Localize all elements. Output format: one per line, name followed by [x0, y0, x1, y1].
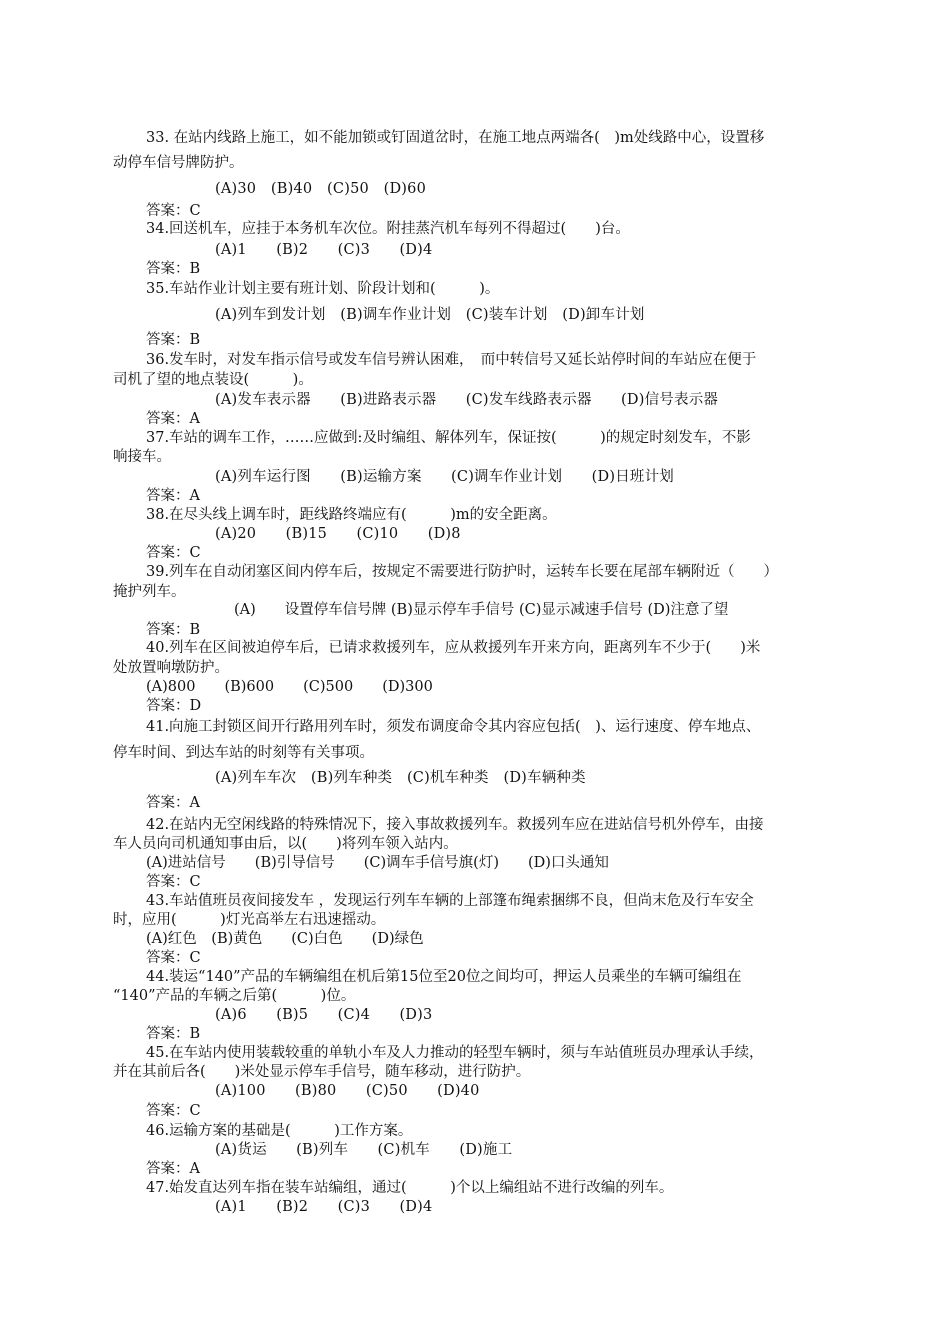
- question-37-text-cont: 响接车。: [113, 449, 171, 465]
- question-39-text-cont: 掩护列车。: [113, 584, 186, 600]
- question-33-answer: 答案：C: [146, 203, 201, 219]
- question-38-answer: 答案：C: [146, 545, 201, 561]
- question-39-text: 39.列车在自动闭塞区间内停车后，按规定不需要进行防护时，运转车长要在尾部车辆附近（ ）: [146, 564, 779, 580]
- question-36-options: (A)发车表示器 (B)进路表示器 (C)发车线路表示器 (D)信号表示器: [215, 392, 719, 408]
- question-47-options: (A)1 (B)2 (C)3 (D)4: [215, 1199, 433, 1215]
- question-43-options: (A)红色 (B)黄色 (C)白色 (D)绿色: [146, 931, 424, 947]
- question-33-options: (A)30 (B)40 (C)50 (D)60: [215, 181, 427, 197]
- question-41-answer: 答案：A: [146, 795, 200, 811]
- question-43-text-cont: 时，应用( )灯光高举左右迅速摇动。: [113, 912, 386, 928]
- question-35-text: 35.车站作业计划主要有班计划、阶段计划和( )。: [146, 281, 500, 297]
- question-39-answer: 答案：B: [146, 622, 201, 638]
- question-36-answer: 答案：A: [146, 411, 200, 427]
- question-44-options: (A)6 (B)5 (C)4 (D)3: [215, 1007, 433, 1023]
- question-33-text-cont: 动停车信号牌防护。: [113, 155, 244, 171]
- question-46-options: (A)货运 (B)列车 (C)机车 (D)施工: [215, 1142, 513, 1158]
- question-35-options: (A)列车到发计划 (B)调车作业计划 (C)装车计划 (D)卸车计划: [215, 307, 645, 323]
- question-42-options: (A)进站信号 (B)引导信号 (C)调车手信号旗(灯) (D)口头通知: [146, 855, 609, 871]
- question-40-options: (A)800 (B)600 (C)500 (D)300: [146, 679, 433, 695]
- question-36-text: 36.发车时，对发车指示信号或发车信号辨认困难， 而中转信号又延长站停时间的车站应在便于: [146, 352, 757, 368]
- question-40-text-cont: 处放置响墩防护。: [113, 660, 229, 676]
- question-41-text-cont: 停车时间、到达车站的时刻等有关事项。: [113, 745, 374, 761]
- question-41-options: (A)列车车次 (B)列车种类 (C)机车种类 (D)车辆种类: [215, 770, 586, 786]
- question-34-options: (A)1 (B)2 (C)3 (D)4: [215, 242, 433, 258]
- question-41-text: 41.向施工封锁区间开行路用列车时，须发布调度命令其内容应包括( )、运行速度、停车地点、: [146, 719, 761, 735]
- question-45-text-cont: 并在其前后各( )米处显示停车手信号，随车移动，进行防护。: [113, 1064, 531, 1080]
- question-44-text: 44.装运“140”产品的车辆编组在机后第15位至20位之间均可，押运人员乘坐的车辆可编组在: [146, 969, 742, 985]
- question-44-text-cont: “140”产品的车辆之后第( )位。: [113, 988, 356, 1004]
- question-37-options: (A)列车运行图 (B)运输方案 (C)调车作业计划 (D)日班计划: [215, 469, 675, 485]
- question-38-options: (A)20 (B)15 (C)10 (D)8: [215, 526, 461, 542]
- question-37-text: 37.车站的调车工作，……应做到:及时编组、解体列车，保证按( )的规定时刻发车，不影: [146, 430, 751, 446]
- question-45-answer: 答案：C: [146, 1103, 201, 1119]
- question-35-answer: 答案：B: [146, 332, 201, 348]
- question-39-options: (A) 设置停车信号牌 (B)显示停车手信号 (C)显示减速手信号 (D)注意了望: [234, 602, 729, 618]
- question-36-text-cont: 司机了望的地点装设( )。: [113, 372, 313, 388]
- question-34-text: 34.回送机车，应挂于本务机车次位。附挂蒸汽机车每列不得超过( )台。: [146, 221, 630, 237]
- question-38-text: 38.在尽头线上调车时，距线路终端应有( )m的安全距离。: [146, 507, 557, 523]
- question-45-options: (A)100 (B)80 (C)50 (D)40: [215, 1083, 480, 1099]
- question-40-answer: 答案：D: [146, 698, 202, 714]
- question-47-text: 47.始发直达列车指在装车站编组，通过( )个以上编组站不进行改编的列车。: [146, 1180, 674, 1196]
- question-37-answer: 答案：A: [146, 488, 200, 504]
- question-44-answer: 答案：B: [146, 1026, 201, 1042]
- question-43-text: 43.车站值班员夜间接发车 ，发现运行列车车辆的上部篷布绳索捆绑不良，但尚末危及行车安全: [146, 893, 754, 909]
- question-34-answer: 答案：B: [146, 261, 201, 277]
- question-46-answer: 答案：A: [146, 1161, 200, 1177]
- question-42-text: 42.在站内无空闲线路的特殊情况下，接入事故救援列车。救援列车应在进站信号机外停车，由接: [146, 817, 764, 833]
- question-42-answer: 答案：C: [146, 874, 201, 890]
- question-46-text: 46.运输方案的基础是( )工作方案。: [146, 1123, 413, 1139]
- question-40-text: 40.列车在区间被迫停车后，已请求救援列车，应从救援列车开来方向，距离列车不少于( )米: [146, 640, 761, 656]
- question-43-answer: 答案：C: [146, 950, 201, 966]
- question-45-text: 45.在车站内使用装载较重的单轨小车及人力推动的轻型车辆时，须与车站值班员办理承认手续，: [146, 1045, 764, 1061]
- question-33-text: 33. 在站内线路上施工，如不能加锁或钉固道岔时，在施工地点两端各( )m处线路中心，设置移: [146, 130, 765, 146]
- question-42-text-cont: 车人员向司机通知事由后，以( )将列车领入站内。: [113, 836, 458, 852]
